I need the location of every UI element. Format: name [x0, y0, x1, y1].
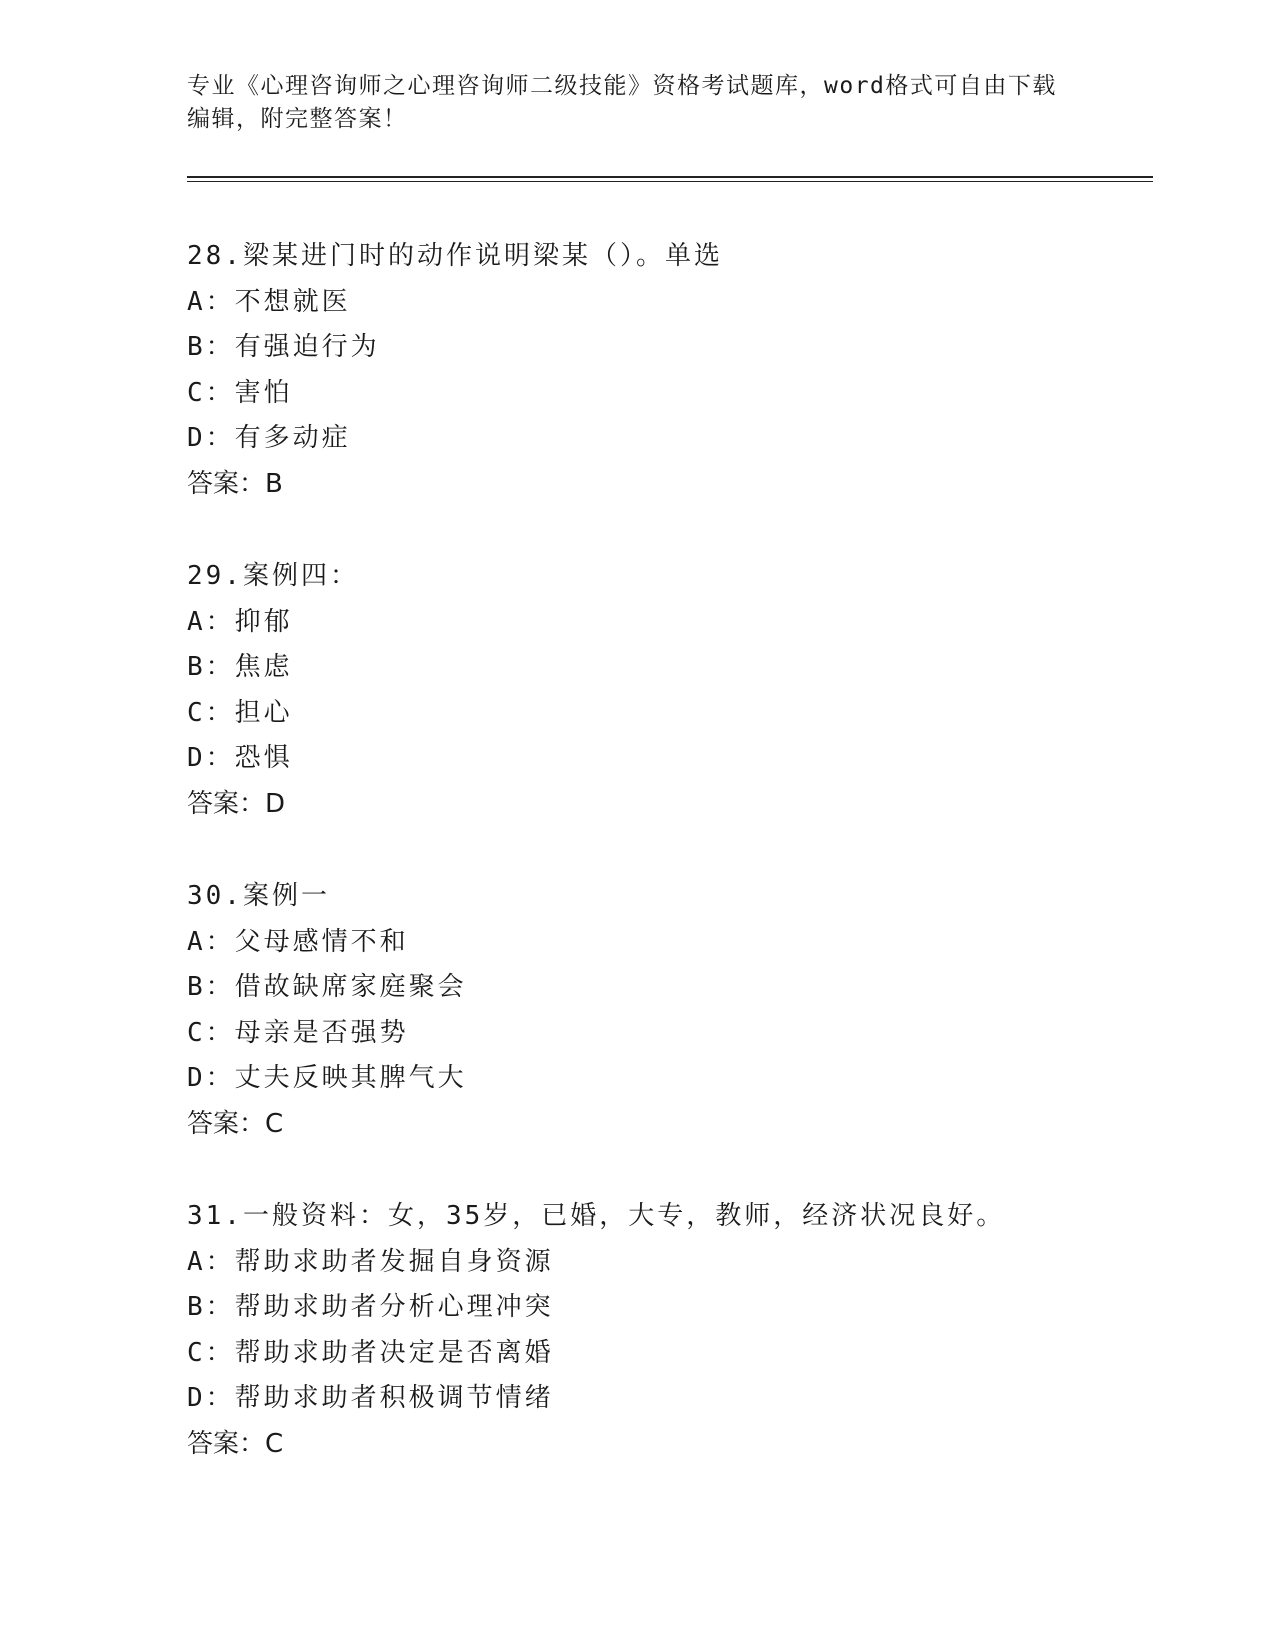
option-d: D：有多动症: [187, 423, 351, 453]
question-stem: 31.一般资料：女，35岁，已婚，大专，教师，经济状况良好。: [187, 1201, 1006, 1231]
option-c: C：帮助求助者决定是否离婚: [187, 1337, 554, 1368]
header-divider-thick: [187, 176, 1153, 178]
answer-line: 答案：C: [187, 1108, 284, 1139]
question-28: [187, 234, 1147, 554]
question-stem: 30.案例一: [187, 881, 330, 911]
option-a: A：父母感情不和: [187, 926, 409, 957]
option-b: B：有强迫行为: [187, 332, 380, 362]
option-c: C：害怕: [187, 377, 293, 408]
option-a: A：不想就医: [187, 286, 351, 317]
option-a: A：帮助求助者发掘自身资源: [187, 1246, 554, 1277]
document-header: [187, 70, 1087, 136]
header-divider-thin: [187, 181, 1153, 182]
question-stem: 29.案例四：: [187, 561, 359, 591]
answer-line: 答案：C: [187, 1428, 284, 1459]
question-31: [187, 1194, 1147, 1514]
option-c: C：母亲是否强势: [187, 1017, 409, 1048]
option-c: C：担心: [187, 697, 293, 728]
answer-line: 答案：B: [187, 468, 283, 499]
option-d: D：恐惧: [187, 743, 293, 773]
option-b: B：帮助求助者分析心理冲突: [187, 1292, 554, 1322]
header-line-2: 编辑，附完整答案！: [187, 106, 408, 132]
header-line-1: 专业《心理咨询师之心理咨询师二级技能》资格考试题库，word格式可自由下载: [187, 73, 1057, 99]
option-d: D：帮助求助者积极调节情绪: [187, 1383, 554, 1413]
question-stem: 28.梁某进门时的动作说明梁某（）。单选: [187, 241, 723, 271]
answer-line: 答案：D: [187, 788, 286, 819]
option-d: D：丈夫反映其脾气大: [187, 1063, 467, 1093]
option-a: A：抑郁: [187, 606, 293, 637]
question-list: [187, 234, 1147, 1514]
option-b: B：焦虑: [187, 652, 293, 682]
question-29: [187, 554, 1147, 874]
question-30: [187, 874, 1147, 1194]
option-b: B：借故缺席家庭聚会: [187, 972, 467, 1002]
